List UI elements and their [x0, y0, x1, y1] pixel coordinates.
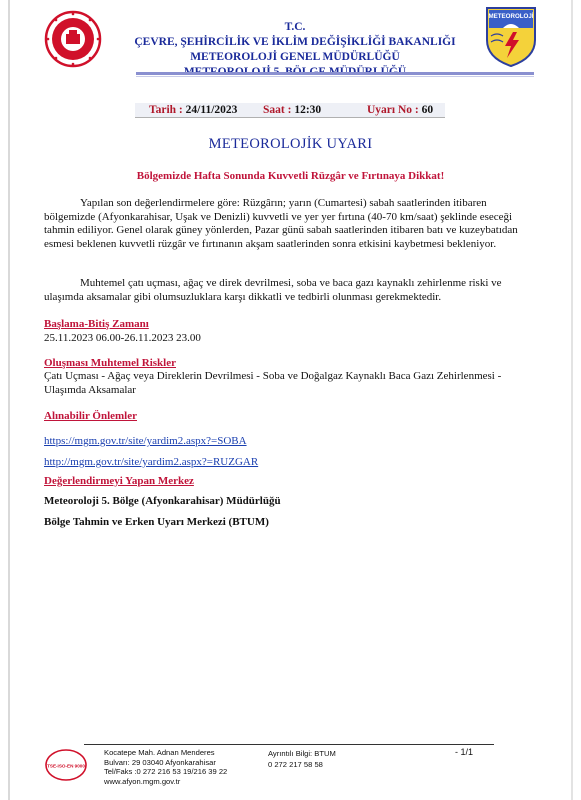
header-divider-thin [136, 76, 534, 77]
document-title: METEOROLOJİK UYARI [208, 136, 373, 152]
footer-address-line: Bulvarı: 29 03040 Afyonkarahisar [104, 757, 216, 767]
time-label: Saat : [263, 104, 295, 116]
warning-number-label: Uyarı No : [367, 104, 422, 116]
tse-logo-text: TSE-ISO-EN 9000 [47, 763, 85, 769]
tse-certification-logo [44, 748, 88, 782]
warning-number-group [367, 103, 433, 117]
footer-website-line: www.afyon.mgm.gov.tr [104, 776, 181, 786]
document-subtitle: Bölgemizde Hafta Sonunda Kuvvetli Rüzgâr ve Fırtınaya Dikkat! [136, 170, 445, 182]
risks-text: Çatı Uçması - Ağaç veya Direklerin Devrilmesi - Soba ve Doğalgaz Kaynaklı Baca Gazı Zehirlenmesi - Ulaşımda Aksamalar [44, 370, 502, 396]
warning-number-value: 60 [421, 104, 434, 116]
header-line-directorate: METEOROLOJİ GENEL MÜDÜRLÜĞÜ [190, 51, 400, 63]
footer-info-label: Ayrıntılı Bilgi: BTUM [268, 749, 336, 758]
time-value: 12:30 [294, 104, 322, 116]
section-heading-period: Başlama-Bitiş Zamanı [44, 318, 149, 330]
header-line-ministry: ÇEVRE, ŞEHİRCİLİK VE İKLİM DEĞİŞİKLİĞİ BAKANLIĞI [134, 36, 456, 48]
period-text: 25.11.2023 06.00-26.11.2023 23.00 [44, 332, 201, 344]
page-left-edge [8, 0, 10, 800]
meteorology-logo [483, 6, 539, 68]
date-label: Tarih : [149, 104, 186, 116]
date-value: 24/11/2023 [185, 104, 238, 116]
footer-address [104, 748, 227, 786]
paragraph-forecast [44, 197, 538, 251]
footer-info-phone: 0 272 217 58 58 [268, 760, 323, 769]
page-number: - 1/1 [455, 747, 474, 757]
date-group [149, 103, 237, 117]
date-bar [135, 103, 445, 118]
paragraph-forecast-text: Yapılan son değerlendirmelere göre: Rüzgârın; yarın (Cumartesi) sabah saatlerinden itibaren bölgemizde (Afyonkarahisar, Uşak ve Denizli) kuvvetli ve yer yer fırtına (40-70 km/saat) şeklinde eseceği tahmin ediliyor. Genel olarak güney yönlerden, Pazar günü sabah saatlerinden itibaren batı ve kuzeybatıdan esmesi beklenen kuvvetli rüzgâr ve fırtınanın akşam saatlerinden sonra etkisini kaybetmesi bekleniyor. [44, 197, 518, 250]
footer-contact-info [268, 748, 336, 770]
evaluator-line-directorate: Meteoroloji 5. Bölge (Afyonkarahisar) Müdürlüğü [44, 495, 281, 507]
header-divider [136, 72, 534, 75]
section-heading-evaluator: Değerlendirmeyi Yapan Merkez [44, 475, 194, 487]
header-title [110, 20, 480, 80]
ministry-logo [44, 10, 102, 68]
footer-address-line: Kocatepe Mah. Adnan Menderes [104, 748, 215, 757]
page-right-edge [571, 0, 573, 800]
link-soba[interactable]: https://mgm.gov.tr/site/yardim2.aspx?=SOBA [44, 435, 247, 447]
header-line-tc: T.C. [284, 21, 306, 33]
section-heading-risks: Oluşması Muhtemel Riskler [44, 357, 176, 369]
paragraph-risk-advice [44, 277, 538, 304]
link-ruzgar[interactable]: http://mgm.gov.tr/site/yardim2.aspx?=RUZGAR [44, 456, 259, 468]
section-heading-measures: Alınabilir Önlemler [44, 410, 137, 422]
meteorology-logo-text: METEOROLOJİ [488, 13, 534, 20]
evaluator-line-center: Bölge Tahmin ve Erken Uyarı Merkezi (BTUM) [44, 516, 269, 528]
footer-phone-line: Tel/Faks :0 272 216 53 19/216 39 22 [104, 767, 228, 777]
time-group [263, 103, 321, 117]
paragraph-risk-advice-text: Muhtemel çatı uçması, ağaç ve direk devrilmesi, soba ve baca gazı kaynaklı zehirlenme riski ve ulaşımda aksamalar gibi olumsuzluklara karşı dikkatli ve tedbirli olunması gerekmektedir. [44, 277, 502, 303]
footer-divider [84, 744, 494, 745]
